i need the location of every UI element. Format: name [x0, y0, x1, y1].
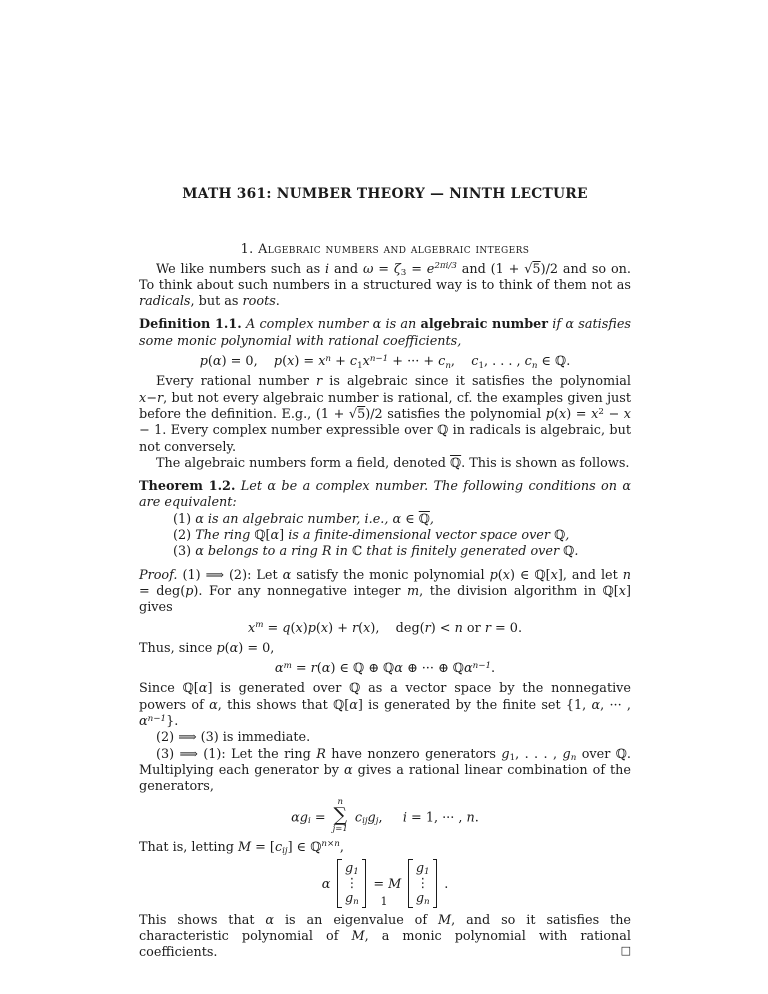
equation-monic-polynomial: p(α) = 0, $p(x) = x^n + c1x^{n-1}$ + ··· + cn, c1, . . . , cn ∈ ℚ. — [199, 353, 571, 371]
theorem-condition-1: (1) α is an algebraic number, i.e., α ∈ ℚ, — [173, 511, 434, 527]
thus-paragraph: Thus, since p(α) = 0, — [139, 640, 275, 656]
column-vector: g1 ⋮ gn — [408, 859, 437, 908]
equation-sum: αgi = n ∑ j=1 cijgj, i = 1, ··· , n. — [291, 796, 479, 834]
equation-division-algorithm: $x^m = q(x)p(x) + r(x)$, deg(r) < n or r = 0. — [247, 620, 523, 636]
section-heading: 1. Algebraic numbers and algebraic integers — [240, 242, 530, 258]
theorem-1-2: Theorem 1.2. Let α be a complex number. The following conditions on α are equivalent: — [139, 479, 631, 511]
theorem-condition-2: (2) The ring ℚ[α] is a finite-dimensional vector space over ℚ, — [173, 528, 570, 544]
sum-symbol: n ∑ j=1 — [332, 796, 348, 834]
step-3-implies-1: (3) ⟹ (1): Let the ring R have nonzero generators g1, . . . , gn over ℚ. Multiplying each generator by α gives a rational linear combination of the generators, — [139, 746, 631, 795]
equation-matrix: α g1 ⋮ gn = M g1 ⋮ gn . — [321, 860, 449, 908]
intro-paragraph: We like numbers such as i and $\omega = \zeta 3 = e^{2\pi i/3}$ and (1 + √5)/2 and so on. To think about such numbers in a structured way is to think of them not as radicals, but as roots. — [139, 261, 631, 310]
equation-direct-sum: $\alpha^m = r(\alpha)$ ∈ ℚ ⊕ ℚα ⊕ ··· ⊕ ℚα$^{n-1}$. — [274, 660, 496, 677]
column-vector: g1 ⋮ gn — [337, 859, 366, 908]
document-body — [139, 262, 631, 962]
theorem-condition-3: (3) α belongs to a ring R in ℂ that is finitely generated over ℚ. — [173, 544, 579, 560]
step-2-implies-3: (2) ⟹ (3) is immediate. — [156, 730, 311, 746]
definition-1-1: Definition 1.1. A complex number α is an algebraic number if α satisfies some monic polynomial with rational coefficients, — [139, 317, 631, 349]
page-number: 1 — [380, 895, 388, 908]
document-content — [139, 186, 631, 962]
conclusion-paragraph: This shows that α is an eigenvalue of M, and so it satisfies the characteristic polynomial of M, a monic polynomial with rational coefficients. □ — [139, 912, 632, 961]
field-paragraph: The algebraic numbers form a field, denoted ℚ. This is shown as follows. — [156, 455, 630, 471]
proof-paragraph-1: Proof. (1) ⟹ (2): Let α satisfy the monic polynomial p(x) ∈ ℚ[x], and let n = deg(p). For any nonnegative integer m, the division algorithm in ℚ[x] gives — [139, 567, 631, 616]
paper-title: MATH 361: NUMBER THEORY — NINTH LECTURE — [182, 186, 588, 202]
that-is-paragraph: That is, letting M = [cij] ∈ ℚ$^{n\times n}$, — [139, 839, 344, 856]
since-paragraph: Since ℚ[α] is generated over ℚ as a vector space by the nonnegative powers of α, this shows that ℚ[α] is generated by the finite set {1, α, ··· , $\alpha^{n-1}$}. — [139, 681, 632, 730]
rational-numbers-paragraph: Every rational number r is algebraic since it satisfies the polynomial x−r, but not every algebraic number is rational, cf. the examples given just before the definition. E.g., (1 + √5)/2 satisfies the polynomial $p(x) = x^2 - x - 1$. Every complex number expressible over ℚ in radicals is algebraic, but not conversely. — [139, 374, 632, 455]
